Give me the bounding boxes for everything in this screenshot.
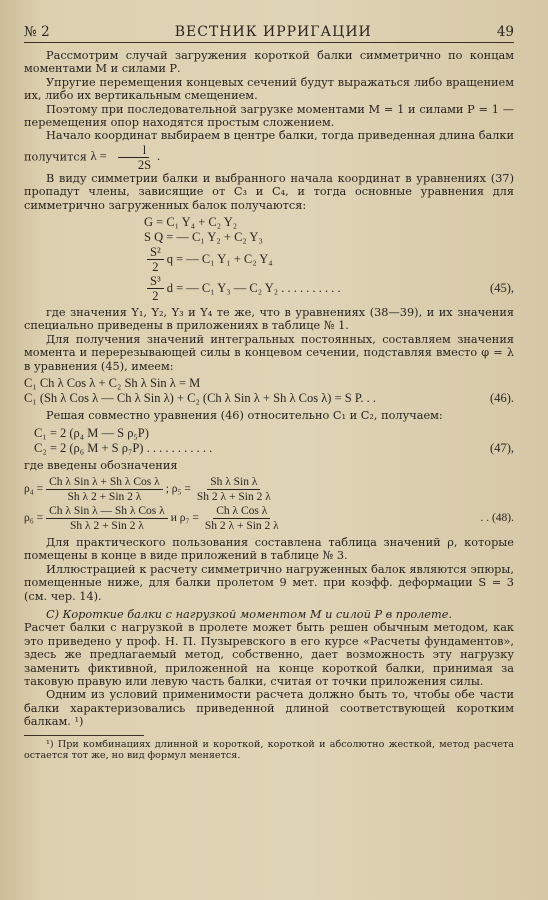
equation-line: C₁ Ch λ Cos λ + C₂ Sh λ Sin λ = M [24, 376, 201, 391]
paragraph-with-formula: Начало координат выбираем в центре балки, тогда приведенная длина балки получится λ = $\frac{l}{2S}$ . [24, 129, 514, 172]
equation-number: . . (48). [480, 511, 514, 524]
paragraph: Решая совместно уравнения (46) относительно C₁ и C₂, получаем: [46, 409, 443, 423]
equation-block-45 [24, 215, 514, 303]
equation-line: C₁ = 2 (ρ₄ M — S ρ₅P) [34, 425, 149, 440]
footnote-divider [24, 735, 144, 736]
equation-line: $\frac{\text{S²}}{2}$ q = — C₁ Y₁ + C₂ Y₄ [144, 245, 514, 274]
paragraph: Иллюстрацией к расчету симметрично нагруженных балок являются эпюры, помещенные ниже, для балки пролетом 9 мет. при коэфф. деформации S = 3 (см. чер. 14). [24, 562, 514, 603]
paragraph: Расчет балки с нагрузкой в пролете может быть решен обычным методом, как это приведено у проф. Н. П. Пузыревского в его курсе «Расчеты фундаментов», здесь же предлагаемый метод, собственно, дает возможность эту нагрузку заменить фиктивной, приложенной на конце короткой балки, принимая за таковую правую или левую часть балки, считая от точки приложения силы. [24, 621, 514, 688]
issue-number: № 2 [24, 24, 50, 40]
equation-line: $\frac{\text{S³}}{2}$ d = — C₁ Y₃ — C₂ Y₂ . . . . . . . . . . (45), [24, 274, 514, 303]
footnote: ¹) При комбинациях длинной и короткой, короткой и абсолютно жесткой, метод расчета остается тот же, но вид формул меняется. [24, 738, 514, 762]
paragraph: Одним из условий применимости расчета должно быть то, чтобы обе части балки характеризовались приведенной длиной соответствующей коротким балкам. ¹) [24, 688, 514, 729]
paragraph: Упругие перемещения концевых сечений будут выражаться либо вращением их, либо их вертикальным смещением. [24, 75, 514, 103]
equation-line: G = C₁ Y₄ + C₂ Y₂ [144, 215, 238, 230]
paragraph: Рассмотрим случай загружения короткой балки симметрично по концам моментами М и силами Р. [24, 49, 514, 76]
page-number: 49 [496, 24, 514, 40]
equation-line: S Q = — C₁ Y₂ + C₂ Y₃ [144, 230, 263, 245]
equation-number: (45), [490, 281, 514, 296]
equation-line: ρ₆ = $\frac{\text{Ch λ Sin λ — Sh λ Cos λ}}{\text{Sh λ 2 + Sin 2 λ}}$ и ρ₇ = $\frac{\text{Ch λ Cos λ}}{\text{Sh 2 λ + Sin 2 λ}}$ . . (48). [24, 504, 514, 532]
page-header [24, 24, 514, 43]
equation-block-46 [24, 376, 514, 406]
article-body [24, 49, 514, 762]
section-c [24, 608, 514, 688]
paragraph: Поэтому при последовательной загрузке моментами М = 1 и силами Р = 1 — перемещения опор находятся простым сложением. [24, 102, 514, 130]
paragraph: Для практического пользования составлена таблица значений ρ, которые помещены в конце в виде приложений в таблице № 3. [24, 535, 514, 563]
paragraph: Для получения значений интегральных постоянных, составляем значения момента и перерезывающей силы в концевом сечении, подставляя вместо φ = λ в уравнения (45), имеем: [24, 332, 514, 373]
lambda-formula: λ = $\frac{l}{2S}$ . [90, 142, 161, 172]
equation-number: (46). [490, 391, 514, 406]
equation-line: C₁ (Sh λ Cos λ — Ch λ Sin λ) + C₂ (Ch λ Sin λ + Sh λ Cos λ) = S P. . . (46). [24, 391, 514, 406]
section-heading: С) Короткие балки с нагрузкой моментом М и силой Р в пролете. [46, 607, 452, 621]
equation-number: (47), [490, 440, 514, 455]
equation-block-48 [24, 475, 514, 533]
paragraph: где значения Y₁, Y₂, Y₃ и Y₄ те же, что в уравнениях (38—39), и их значения специально приведены в приложениях в таблице № 1. [24, 306, 514, 333]
equation-line: C₂ = 2 (ρ₆ M + S ρ₇P) . . . . . . . . . . . (47), [34, 440, 514, 455]
equation-block-47 [24, 426, 514, 456]
paragraph: В виду симметрии балки и выбранного начала координат в уравнениях (37) пропадут члены, зависящие от C₃ и C₄, и тогда основные уравнения для симметрично загруженных балок получаются: [24, 171, 514, 212]
paragraph: где введены обозначения [24, 458, 178, 472]
journal-title: ВЕСТНИК ИРРИГАЦИИ [174, 24, 372, 40]
equation-line: ρ₄ = $\frac{\text{Ch λ Sin λ + Sh λ Cos λ}}{\text{Sh λ 2 + Sin 2 λ}}$ ; ρ₅ = $\frac{\text{Sh λ Sin λ}}{\text{Sh 2 λ + Sin 2 λ}}$ [24, 475, 271, 503]
